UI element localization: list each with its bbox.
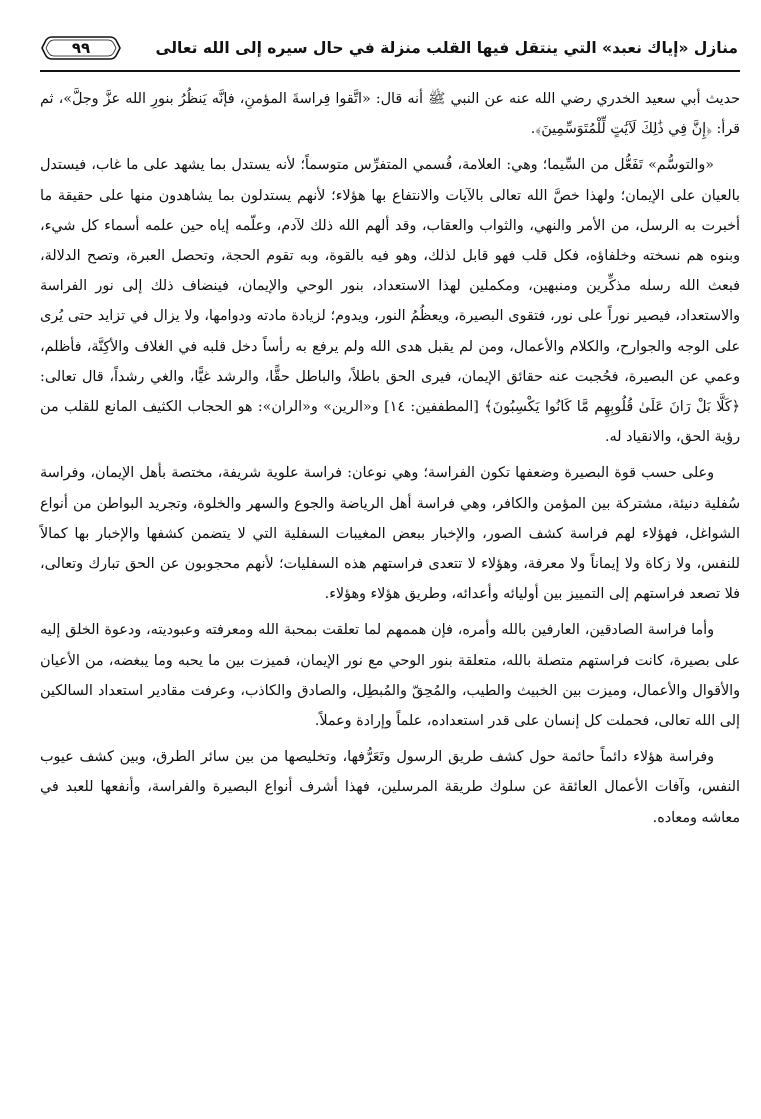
paragraph: وعلى حسب قوة البصيرة وضعفها تكون الفراسة؛ وهي نوعان: فراسة علوية شريفة، مختصة بأهل الإيمان، وفراسة سُفلية دنيئة، مشتركة بين المؤمن والكافر، وهي فراسة أهل الرياضة والجوع والسهر والخلوة، وتجريد البواطن من أنواع الشواغل، فهؤلاء لهم فراسة كشف الصور، والإخبار ببعض المغيبات السفلية التي لا يتضمن كشفها والإخبار بها كمالاً للنفس، ولا زكاة ولا إيماناً ولا معرفة، وهؤلاء لا تتعدى فراستهم هذه السفليات؛ لأنهم محجوبون عن الحق تبارك وتعالى، فلا تصعد فراستهم إلى التمييز بين أوليائه وأعدائه، وطريق هؤلاء وهؤلاء. — [40, 465, 740, 603]
main-text — [40, 84, 740, 833]
page-number-frame — [40, 34, 122, 62]
running-title: منازل «إياك نعبد» التي ينتقل فيها القلب منزلة في حال سيره إلى الله تعالى — [155, 39, 738, 57]
header-divider — [40, 70, 740, 72]
page — [40, 28, 740, 839]
page-number: ٩٩ — [71, 39, 91, 57]
paragraph: «والتوسُّم» تَفَعُّل من السِّيما؛ وهي: العلامة، فُسمي المتفرِّس متوسماً؛ لأنه يستدل بما يشهد على ما غاب، فيستدل بالعيان على الإيمان؛ ولهذا خصَّ الله تعالى بالآيات والانتفاع بها هؤلاء؛ لأنهم يستدلون بما يشاهدون منها على حقيقة ما أخبرت به الرسل، من الأمر والنهي، والثواب والعقاب، وقد ألهم الله ذلك لآدم، وعلّمه إياه حين علمه أسماء كل شيء، وبنوه هم نسخته وخلفاؤه، فكل قلب فهو قابل لذلك، وهو فيه بالقوة، وبه تقوم الحجة، وتحصل العبرة، وتصح الدلالة، فبعث الله رسله مذكِّرين ومنبهين، ومكملين لهذا الاستعداد، بنور الوحي والإيمان، فينضاف ذلك إلى نور الفراسة والاستعداد، فيصير نوراً على نور، فتقوى البصيرة، ويعظُمُ النور، ويدوم؛ لزيادة مادته ودوامها، ولا يزال في تزايد حتى يُرى على الوجه والجوارح، والكلام والأعمال، ومن لم يقبل هدى الله ولم يرفع به رأساً دخل قلبه في الغلاف والأكِنَّة، فأظلم، وعمي عن البصيرة، فحُجبت عنه حقائق الإيمان، فيرى الحق باطلاً، والباطل حقًّا، والرشد غيًّا، والغي رشداً، قال تعالى: ﴿كَلَّا بَلْ رَانَ عَلَىٰ قُلُوبِهِم مَّا كَانُوا يَكْسِبُونَ﴾ [المطففين: ١٤] و«الرين» و«الران»: هو الحجاب الكثيف المانع للقلب من رؤية الحق، والانقياد له. — [40, 157, 740, 446]
page-header — [40, 28, 740, 68]
paragraph: وفراسة هؤلاء دائماً حائمة حول كشف طريق الرسول وتَعَرُّفها، وتخليصها من بين سائر الطرق، وبين كشف عيوب النفس، وآفات الأعمال العائقة عن سلوك طريقة المرسلين، فهذا أشرف أنواع البصيرة والفراسة، وأنفعها للعبد في معاشه ومعاده. — [40, 749, 740, 826]
paragraph: وأما فراسة الصادقين، العارفين بالله وأمره، فإن هممهم لما تعلقت بمحبة الله ومعرفته وعبوديته، ودعوة الخلق إليه على بصيرة، كانت فراستهم متصلة بالله، متعلقة بنور الوحي مع نور الإيمان، فميزت بين ما يحبه وما يبغضه، من الأعيان والأقوال والأعمال، وميزت بين الخبيث والطيب، والمُحِقّ والمُبطِل، والصادق والكاذب، وعرفت مقادير استعداد السالكين إلى الله تعالى، فحملت كل إنسان على قدر استعداده، علماً وإرادة وعملاً. — [40, 622, 740, 730]
paragraph: حديث أبي سعيد الخدري رضي الله عنه عن النبي ﷺ أنه قال: «اتَّقوا فِراسةَ المؤمنِ، فإنَّه يَنظُرُ بنورِ الله عزَّ وجلَّ»، ثم قرأ: ﴿إِنَّ فِي ذَٰلِكَ لَآيَٰتٍ لِّلْمُتَوَسِّمِينَ﴾. — [40, 91, 740, 138]
